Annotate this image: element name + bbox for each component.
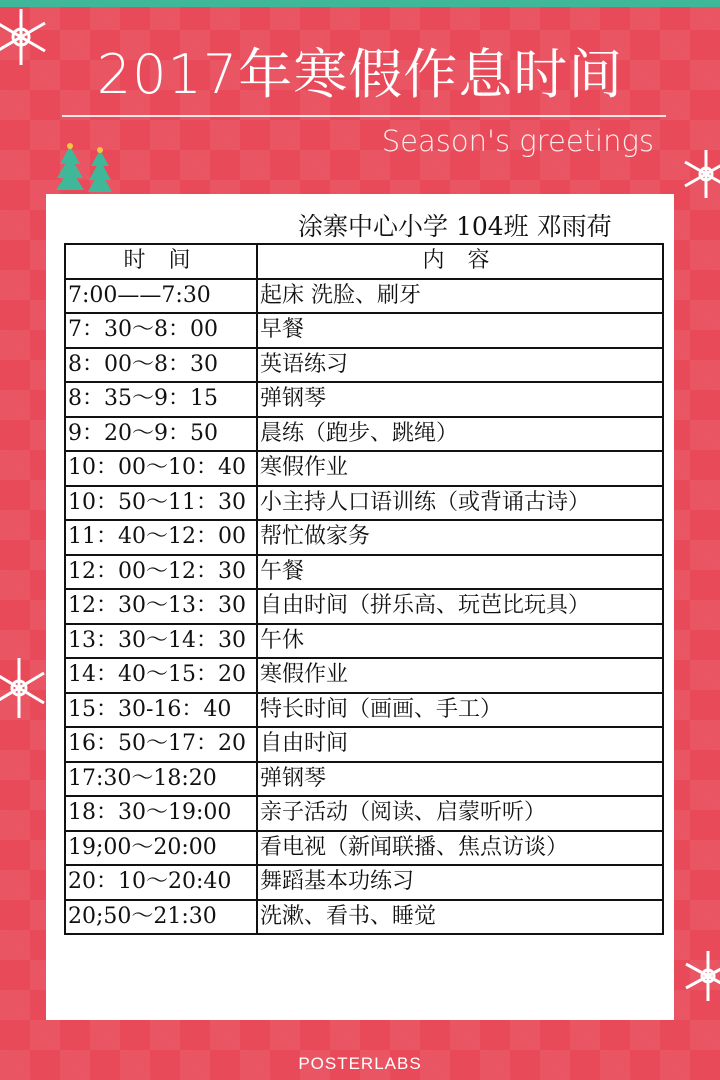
time-cell: 14：40～15：20: [65, 658, 257, 693]
time-cell: 10：50～11：30: [65, 486, 257, 521]
activity-cell: 英语练习: [257, 348, 663, 383]
activity-cell: 寒假作业: [257, 658, 663, 693]
activity-cell: 弹钢琴: [257, 762, 663, 797]
table-row: [65, 486, 663, 521]
time-cell: 12：30～13：30: [65, 589, 257, 624]
table-row: [65, 279, 663, 314]
table-row: [65, 589, 663, 624]
time-cell: 7:00——7:30: [65, 279, 257, 314]
time-cell: 17:30～18:20: [65, 762, 257, 797]
header-time: 时 间: [65, 244, 257, 279]
activity-cell: 看电视（新闻联播、焦点访谈）: [257, 831, 663, 866]
activity-cell: 午休: [257, 624, 663, 659]
table-row: [65, 382, 663, 417]
snowflake-icon: [0, 652, 48, 724]
activity-cell: 舞蹈基本功练习: [257, 865, 663, 900]
table-row: [65, 348, 663, 383]
time-cell: 15：30-16：40: [65, 693, 257, 728]
time-cell: 16：50～17：20: [65, 727, 257, 762]
table-row: [65, 831, 663, 866]
poster-title: 2017年寒假作息时间: [96, 43, 624, 106]
time-cell: 7：30～8：00: [65, 313, 257, 348]
activity-cell: 寒假作业: [257, 451, 663, 486]
table-row: [65, 900, 663, 935]
time-cell: 9：20～9：50: [65, 417, 257, 452]
poster-subtitle: Season's greetings: [381, 124, 654, 158]
time-cell: 10：00～10：40: [65, 451, 257, 486]
activity-cell: 自由时间: [257, 727, 663, 762]
table-row: [65, 624, 663, 659]
table-row: [65, 520, 663, 555]
snowflake-icon: [680, 946, 720, 1006]
snowflake-icon: [678, 146, 720, 202]
activity-cell: 起床 洗脸、刷牙: [257, 279, 663, 314]
time-cell: 8：35～9：15: [65, 382, 257, 417]
table-row: [65, 451, 663, 486]
time-cell: 20：10～20:40: [65, 865, 257, 900]
activity-cell: 自由时间（拼乐高、玩芭比玩具）: [257, 589, 663, 624]
table-row: [65, 313, 663, 348]
time-cell: 19;00～20:00: [65, 831, 257, 866]
table-row: [65, 417, 663, 452]
activity-cell: 洗漱、看书、睡觉: [257, 900, 663, 935]
table-row: [65, 796, 663, 831]
brand-footer: POSTERLABS: [298, 1054, 422, 1073]
activity-cell: 早餐: [257, 313, 663, 348]
activity-cell: 特长时间（画画、手工）: [257, 693, 663, 728]
top-accent-bar: [0, 0, 720, 7]
header-content: 内 容: [257, 244, 663, 279]
time-cell: 12：00～12：30: [65, 555, 257, 590]
table-row: [65, 865, 663, 900]
activity-cell: 小主持人口语训练（或背诵古诗）: [257, 486, 663, 521]
activity-cell: 晨练（跑步、跳绳）: [257, 417, 663, 452]
activity-cell: 帮忙做家务: [257, 520, 663, 555]
time-cell: 11：40～12：00: [65, 520, 257, 555]
time-cell: 20;50～21:30: [65, 900, 257, 935]
christmas-tree-icon: [56, 142, 118, 194]
table-row: [65, 727, 663, 762]
table-row: [65, 658, 663, 693]
school-class-name: 涂寨中心小学 104班 邓雨荷: [298, 212, 612, 241]
table-row: [65, 555, 663, 590]
time-cell: 13：30～14：30: [65, 624, 257, 659]
table-row: [65, 693, 663, 728]
title-divider: [62, 115, 666, 117]
time-cell: 8：00～8：30: [65, 348, 257, 383]
activity-cell: 亲子活动（阅读、启蒙听听）: [257, 796, 663, 831]
schedule-table: [64, 243, 664, 935]
activity-cell: 弹钢琴: [257, 382, 663, 417]
time-cell: 18：30～19:00: [65, 796, 257, 831]
table-row: [65, 762, 663, 797]
activity-cell: 午餐: [257, 555, 663, 590]
table-header-row: [65, 244, 663, 279]
